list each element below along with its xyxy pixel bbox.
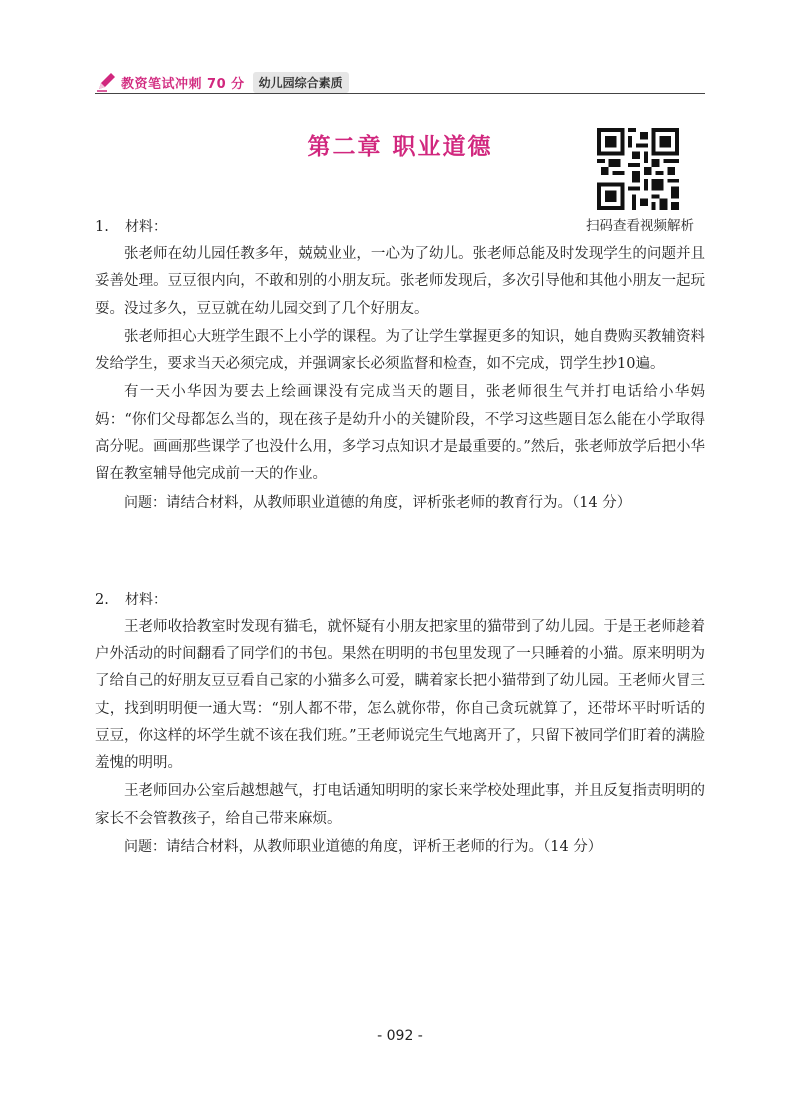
material-paragraph: 张老师担心大班学生跟不上小学的课程。为了让学生掌握更多的知识，她自费购买教辅资料发给学生，要求当天必须完成，并强调家长必须监督和检查，如不完成，罚学生抄10遍。 <box>95 328 705 373</box>
question-prompt <box>95 834 705 861</box>
question-label: 问题： <box>124 494 166 511</box>
material-label: 材料： <box>125 591 167 608</box>
question-header <box>95 214 705 241</box>
question-number: 2. <box>95 591 109 608</box>
question-2 <box>95 587 705 861</box>
question-header <box>95 587 705 614</box>
material-paragraph: 张老师在幼儿园任教多年，兢兢业业，一心为了幼儿。张老师总能及时发现学生的问题并且妥善处理。豆豆很内向，不敢和别的小朋友玩。张老师发现后，多次引导他和其他小朋友一起玩耍。没过多久，豆豆就在幼儿园交到了几个好朋友。 <box>95 246 705 317</box>
material-paragraph: 王老师收拾教室时发现有猫毛，就怀疑有小朋友把家里的猫带到了幼儿园。于是王老师趁着户外活动的时间翻看了同学们的书包。果然在明明的书包里发现了一只睡着的小猫。原来明明为了给自己的好朋友豆豆看自己家的小猫多么可爱，瞒着家长把小猫带到了幼儿园。王老师火冒三丈，找到明明便一通大骂：“别人都不带，怎么就你带，你自己贪玩就算了，还带坏平时听话的豆豆，你这样的坏学生就不该在我们班。”王老师说完生气地离开了，只留下被同学们盯着的满脸羞愧的明明。 <box>95 618 705 772</box>
main-content <box>95 214 705 861</box>
question-1 <box>95 214 705 517</box>
material-paragraph: 王老师回办公室后越想越气，打电话通知明明的家长来学校处理此事，并且反复指责明明的家长不会管教孩子，给自己带来麻烦。 <box>95 783 705 827</box>
running-header <box>95 70 705 94</box>
question-text: 请结合材料，从教师职业道德的角度，评析张老师的教育行为。（14 分） <box>166 494 632 511</box>
chapter-title: 第二章 职业道德 <box>307 134 493 160</box>
pencil-icon <box>95 71 117 93</box>
material-label: 材料： <box>125 219 167 235</box>
question-number: 1. <box>95 219 109 235</box>
series-title: 教资笔试冲刺 70 分 <box>121 76 245 92</box>
page-number: - 092 - <box>377 1028 423 1044</box>
question-prompt <box>95 490 705 517</box>
header-rule <box>95 93 705 94</box>
material-paragraph: 有一天小华因为要去上绘画课没有完成当天的题目，张老师很生气并打电话给小华妈妈：“你们父母都怎么当的，现在孩子是幼升小的关键阶段，不学习这些题目怎么能在小学取得高分呢。画画那些课学了也没什么用，多学习点知识才是最重要的。”然后，张老师放学后把小华留在教室辅导他完成前一天的作业。 <box>95 384 705 483</box>
qr-caption: 扫码查看视频解析 <box>586 218 694 234</box>
subject-badge: 幼儿园综合素质 <box>253 72 349 93</box>
question-text: 请结合材料，从教师职业道德的角度，评析王老师的行为。（14 分） <box>166 839 603 856</box>
question-label: 问题： <box>124 839 166 856</box>
qr-code-icon[interactable] <box>597 128 679 210</box>
answer-space <box>95 517 705 587</box>
